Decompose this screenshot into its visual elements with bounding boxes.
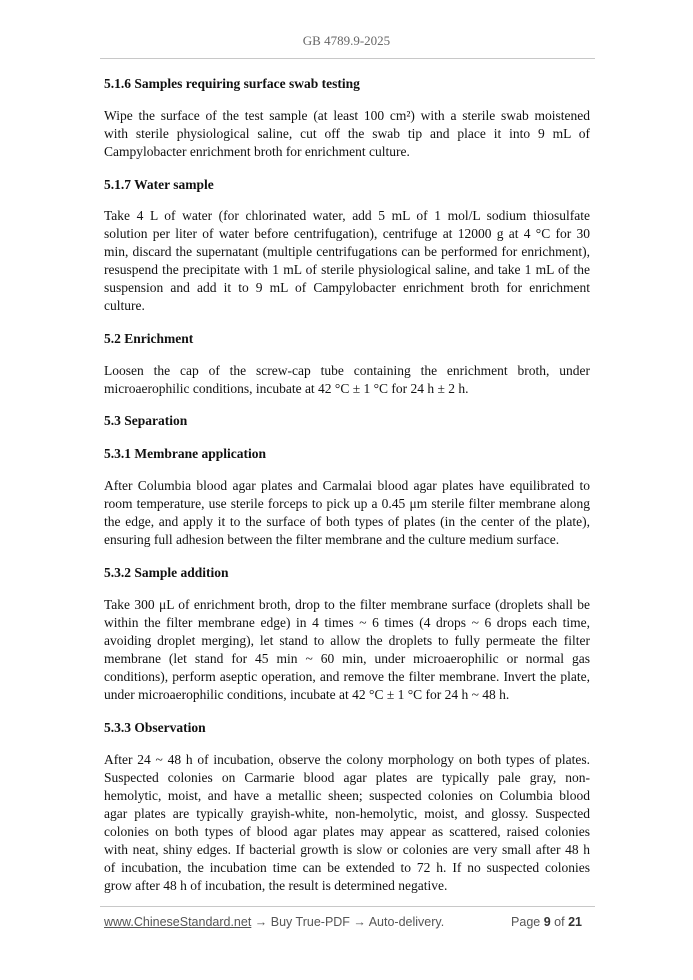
section-heading: 5.1.6 Samples requiring surface swab testing	[104, 76, 360, 91]
paragraph-line: with sterile physiological saline, cut off the swab tip and place it into 9 mL of	[104, 126, 590, 141]
section-heading: 5.2 Enrichment	[104, 331, 194, 346]
section-heading: 5.3.1 Membrane application	[104, 446, 266, 461]
paragraph-line: Take 300 μL of enrichment broth, drop to the filter membrane surface (droplets shall be	[104, 597, 590, 612]
paragraph-line: hemolytic, moist, and have a metallic sheen; suspected colonies on Columbia blood	[104, 788, 590, 803]
section-heading: 5.3.3 Observation	[104, 720, 206, 735]
paragraph-line: Wipe the surface of the test sample (at least 100 cm²) with a sterile swab moistened	[104, 108, 590, 123]
paragraph-line: culture.	[104, 298, 145, 313]
paragraph	[104, 107, 590, 161]
paragraph-line: Suspected colonies on Carmarie blood agar plates are typically pale gray, non-	[104, 770, 590, 785]
section-heading: 5.3.2 Sample addition	[104, 565, 229, 580]
paragraph-line: Campylobacter enrichment broth for enrichment culture.	[104, 144, 410, 159]
paragraph-line: After 24 ~ 48 h of incubation, observe the colony morphology on both types of plates.	[104, 752, 590, 767]
section-heading: 5.1.7 Water sample	[104, 177, 214, 192]
page-number	[511, 915, 582, 929]
paragraph-line: ensuring full adhesion between the filter membrane and the culture medium surface.	[104, 532, 560, 547]
paragraph-line: microaerophilic conditions, incubate at 42 °C ± 1 °C for 24 h ± 2 h.	[104, 381, 469, 396]
section-heading: 5.3 Separation	[104, 413, 188, 428]
paragraph	[104, 477, 590, 549]
paragraph-line: of incubation, the incubation time can be extended to 72 h. If no suspected colonies	[104, 860, 590, 875]
paragraph-line: the edge, and apply it to the surface of both types of plates (in the center of the plate),	[104, 514, 590, 529]
total-pages: 21	[568, 915, 582, 929]
of-label: of	[554, 915, 565, 929]
paragraph-line: membrane (let stand for 45 min ~ 60 min, under microaerophilic or normal gas	[104, 651, 590, 666]
paragraph	[104, 207, 590, 315]
paragraph-line: min, discard the supernatant (multiple centrifugations can be performed for enrichment),	[104, 244, 590, 259]
paragraph-line: After Columbia blood agar plates and Carmalai blood agar plates have equilibrated to	[104, 478, 590, 493]
footer-tagline: → Buy True-PDF → Auto-delivery.	[251, 915, 445, 929]
paragraph-line: room temperature, use sterile forceps to pick up a 0.45 μm sterile filter membrane along	[104, 496, 590, 511]
paragraph-line: resuspend the precipitate with 1 mL of sterile physiological saline, and take 1 mL of the	[104, 262, 590, 277]
paragraph-line: conditions), perform aseptic operation, and remove the filter membrane. Invert the plate,	[104, 669, 590, 684]
paragraph	[104, 596, 590, 704]
paragraph-line: avoiding droplet merging), let stand to allow the droplets to fully permeate the filter	[104, 633, 590, 648]
paragraph-line: with neat, shiny edges. If bacterial growth is slow or colonies are very small after 48 h	[104, 842, 590, 857]
paragraph	[104, 751, 590, 895]
paragraph-line: within the filter membrane edge) in 4 times ~ 6 times (4 drops ~ 6 drops each time,	[104, 615, 590, 630]
paragraph-line: solution per liter of water before centrifugation), centrifuge at 12000 g at 4 °C for 30	[104, 226, 590, 241]
footer	[104, 915, 590, 929]
page-label: Page	[511, 915, 541, 929]
current-page: 9	[543, 915, 551, 929]
paragraph-line: Loosen the cap of the screw-cap tube containing the enrichment broth, under	[104, 363, 590, 378]
footer-divider	[100, 906, 595, 907]
paragraph-line: suspension and add it to 9 mL of Campylobacter enrichment broth for enrichment	[104, 280, 590, 295]
paragraph-line: grow after 48 h of incubation, the result is determined negative.	[104, 878, 448, 893]
paragraph-line: under microaerophilic conditions, incubate at 42 °C ± 1 °C for 24 h ~ 48 h.	[104, 687, 510, 702]
website-link[interactable]: www.ChineseStandard.net	[104, 915, 252, 929]
paragraph-line: Take 4 L of water (for chlorinated water, add 5 mL of 1 mol/L sodium thiosulfate	[104, 208, 590, 223]
header-divider	[100, 58, 595, 59]
paragraph	[104, 362, 590, 398]
paragraph-line: agar plates are typically grayish-white, non-hemolytic, moist, and glossy. Suspected	[104, 806, 590, 821]
paragraph-line: colonies on both types of blood agar plates may appear as scattered, raised colonies	[104, 824, 590, 839]
document-header: GB 4789.9-2025	[302, 33, 391, 48]
